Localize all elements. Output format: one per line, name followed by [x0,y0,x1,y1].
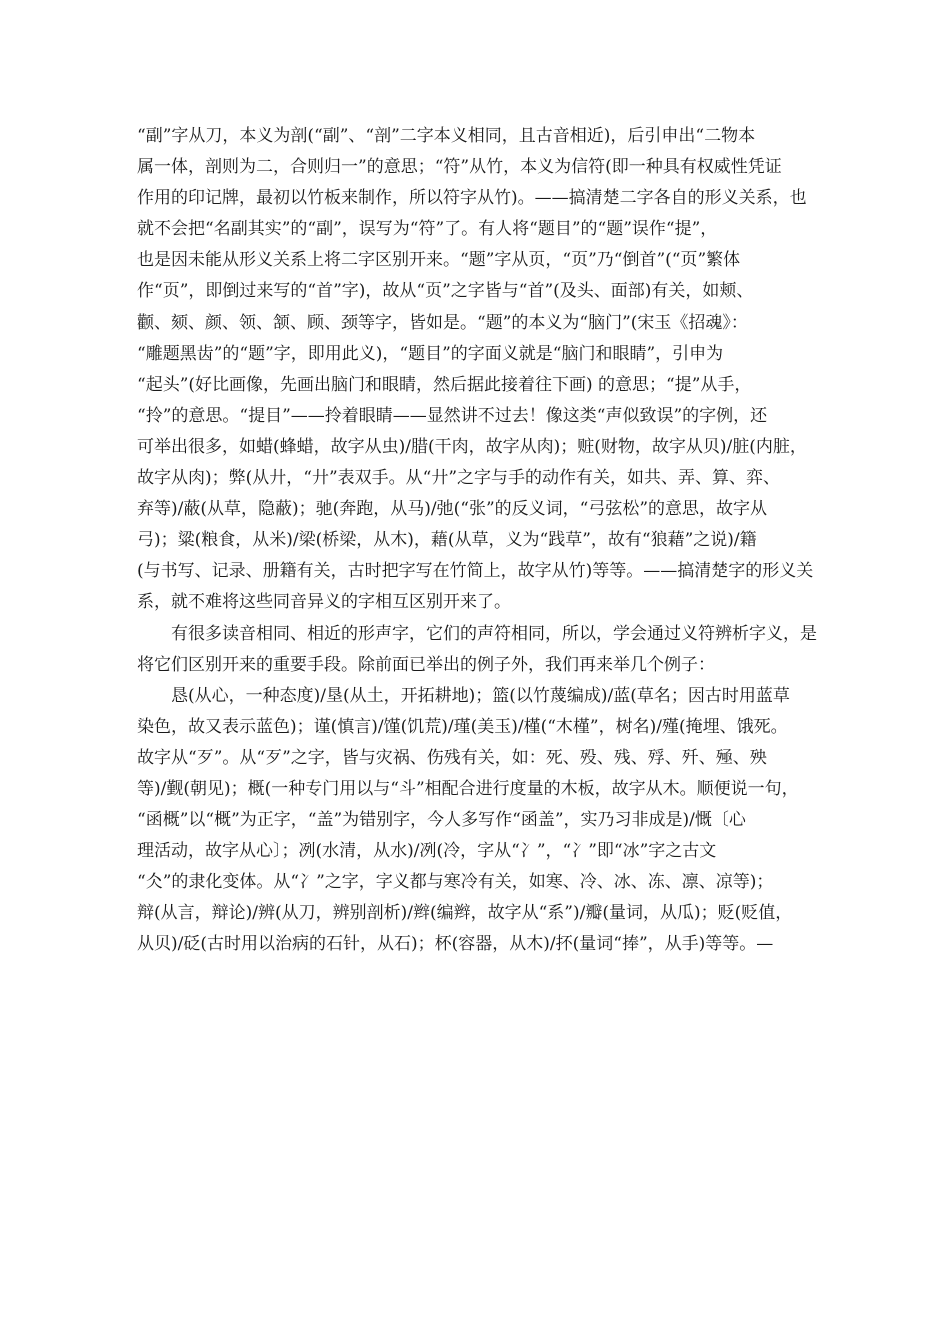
text-line: 也是因未能从形义关系上将二字区别开来。“题”字从页，“页”乃“倒首”(“页”繁体 [137,250,741,271]
text-line: 可举出很多，如蜡(蜂蜡，故字从虫)/腊(干肉，故字从肉)；赃(财物，故字从贝)/脏(内脏， [137,436,807,457]
text-line: 将它们区别开来的重要手段。除前面已举出的例子外，我们再来举几个例子： [137,654,715,675]
paragraph-start-line: 有很多读音相同、相近的形声字，它们的声符相同，所以，学会通过义符辨析字义，是 [171,623,817,644]
text-line: “拎”的意思。“提目”——拎着眼睛——显然讲不过去！像这类“声似致误”的字例，还 [137,405,768,426]
text-line: 弓)；粱(粮食，从米)/梁(桥梁，从木)，藉(从草，义为“践草”，故有“狼藉”之说)/籍 [137,530,757,551]
text-line: “仌”的隶化变体。从“冫”之字，字义都与寒冷有关，如寒、冷、冰、冻、凛、凉等)； [137,872,774,893]
text-line: 弃等)/蔽(从草，隐蔽)；驰(奔跑，从马)/弛(“张”的反义词，“弓弦松”的意思，故字从 [137,499,768,520]
text-line: “起头”(好比画像，先画出脑门和眼睛，然后据此接着往下画) 的意思；“提”从手， [137,374,752,395]
text-line: 等)/觐(朝见)；概(一种专门用以与“斗”相配合进行度量的木板，故字从木。顺便说一句， [137,778,799,799]
text-line: 作用的印记牌，最初以竹板来制作，所以符字从竹)。——搞清楚二字各自的形义关系，也 [137,188,807,209]
text-line: 辩(从言，辩论)/辨(从刀，辨别剖析)/辫(编辫，故字从“系”)/瓣(量词，从瓜)；贬(贬值， [137,903,793,924]
text-line: 就不会把“名副其实”的“副”，误写为“符”了。有人将“题目”的“题”误作“提”， [137,219,718,240]
text-line: 故字从肉)；弊(从廾，“廾”表双手。从“廾”之字与手的动作有关，如共、弄、算、弈、 [137,468,781,489]
text-line: 故字从“歹”。从“歹”之字，皆与灾祸、伤残有关，如：死、殁、残、殍、歼、殛、殃 [137,747,767,768]
body-text [137,121,827,961]
text-line: “副”字从刀，本义为剖(“副”、“剖”二字本义相同，且古音相近)，后引申出“二物本 [137,126,756,146]
text-line: 颧、颏、颜、领、颔、顾、颈等字，皆如是。“题”的本义为“脑门”(宋玉《招魂》： [137,312,748,333]
paragraph-start-line: 恳(从心，一种态度)/垦(从土，开拓耕地)；篮(以竹蔑编成)/蓝(草名；因古时用蓝草 [171,685,790,706]
text-line: “函概”以“概”为正字，“盖”为错别字，今人多写作“函盖”，实乃习非成是)/慨〔心 [137,810,746,831]
text-line: 属一体，剖则为二，合则归一”的意思；“符”从竹，本义为信符(即一种具有权威性凭证 [137,157,782,178]
text-line: 系，就不难将这些同音异义的字相互区别开来了。 [137,592,511,613]
text-line: (与书写、记录、册籍有关，古时把字写在竹简上，故字从竹)等等。——搞清楚字的形义关 [137,561,814,582]
text-line: “雕题黑齿”的“题”字，即用此义)，“题目”的字面义就是“脑门和眼睛”，引申为 [137,343,724,364]
text-line: 理活动，故字从心〕；冽(水清，从水)/冽(冷，字从“冫”，“冫”即“冰”字之古文 [137,841,717,862]
text-line: 从贝)/砭(古时用以治病的石针，从石)；杯(容器，从木)/抔(量词“捧”，从手)等等。— [137,934,774,955]
text-line: 作“页”，即倒过来写的“首”字)，故从“页”之字皆与“首”(及头、面部)有关，如颊、 [137,281,754,302]
text-line: 染色，故又表示蓝色)；谨(慎言)/馑(饥荒)/瑾(美玉)/槿(“木槿”，树名)/殣(掩埋、饿死。 [137,716,788,737]
